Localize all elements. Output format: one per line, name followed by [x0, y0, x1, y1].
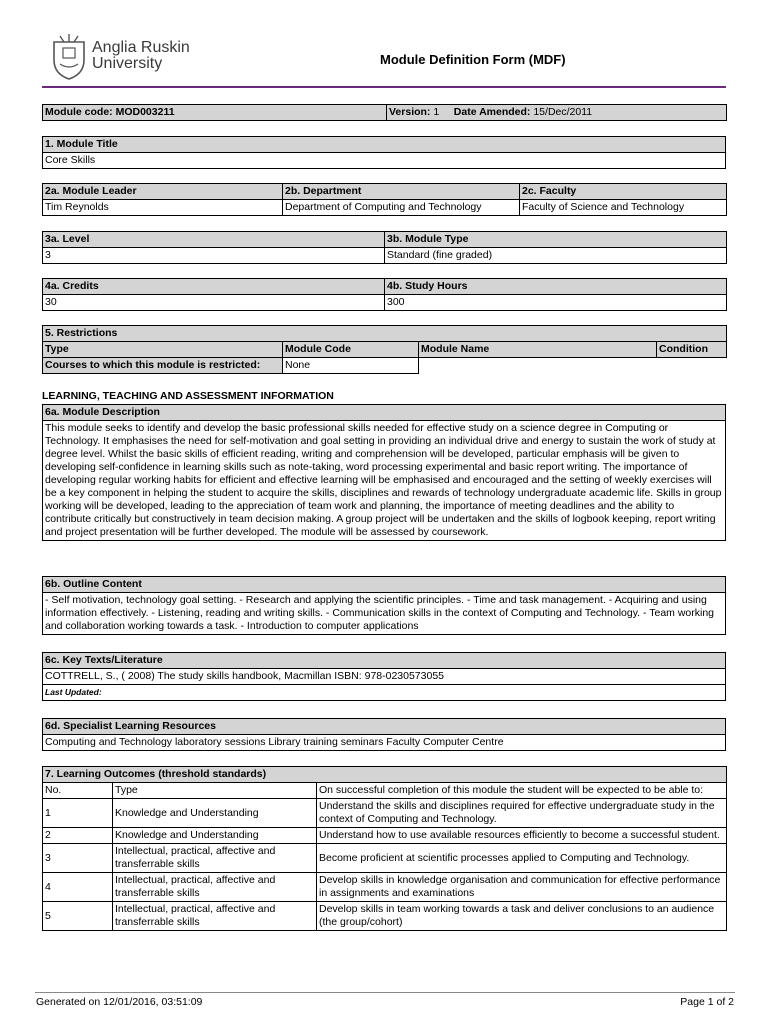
lo-type: Knowledge and Understanding	[113, 828, 317, 844]
logo-line-2: University	[92, 55, 163, 72]
module-title-table	[42, 136, 726, 169]
level-type-table	[42, 231, 727, 264]
version-value: 1	[433, 106, 440, 118]
footer-divider	[35, 992, 735, 993]
lo-desc: Develop skills in team working towards a task and deliver conclusions to an audience (the group/cohort)	[317, 902, 727, 931]
lo-desc: Develop skills in knowledge organisation and communication for effective performance in assignments and examinations	[317, 873, 727, 902]
table-row	[43, 902, 727, 931]
lta-section-label: LEARNING, TEACHING AND ASSESSMENT INFORMATION	[42, 390, 334, 402]
logo-line-1: Anglia Ruskin	[92, 39, 190, 56]
lo-desc: Understand how to use available resources efficiently to become a successful student.	[317, 828, 727, 844]
key-texts-text: COTTRELL, S., ( 2008) The study skills handbook, Macmillan ISBN: 978-0230573055	[43, 669, 726, 685]
study-hours-head: 4b. Study Hours	[385, 279, 727, 295]
specialist-resources-text: Computing and Technology laboratory sessions Library training seminars Faculty Computer Centre	[43, 735, 726, 751]
credits-hours-table	[42, 278, 727, 311]
lo-type: Intellectual, practical, affective and transferrable skills	[113, 844, 317, 873]
module-type-value: Standard (fine graded)	[385, 248, 727, 264]
outline-content-table	[42, 576, 726, 635]
crest-icon	[50, 34, 88, 80]
module-title-head: 1. Module Title	[43, 137, 726, 153]
lo-desc: Become proficient at scientific processes applied to Computing and Technology.	[317, 844, 727, 873]
lo-desc: Understand the skills and disciplines required for effective undergraduate study in the context of Computing and Technology.	[317, 799, 727, 828]
table-row	[43, 828, 727, 844]
table-row	[43, 844, 727, 873]
lo-no: 4	[43, 873, 113, 902]
module-leader-head: 2a. Module Leader	[43, 184, 283, 200]
faculty-head: 2c. Faculty	[520, 184, 727, 200]
module-title-value: Core Skills	[43, 153, 726, 169]
level-head: 3a. Level	[43, 232, 385, 248]
module-type-head: 3b. Module Type	[385, 232, 727, 248]
department-value: Department of Computing and Technology	[283, 200, 520, 216]
form-title: Module Definition Form (MDF)	[380, 52, 566, 67]
module-description-table	[42, 404, 726, 541]
restrictions-row-label: Courses to which this module is restricted:	[43, 358, 283, 374]
restrictions-col-type: Type	[43, 342, 283, 358]
page-header	[0, 0, 770, 92]
credits-head: 4a. Credits	[43, 279, 385, 295]
table-row	[43, 799, 727, 828]
restrictions-empty	[657, 358, 727, 374]
version-label: Version:	[389, 106, 431, 118]
header-divider	[42, 86, 726, 88]
generated-timestamp: Generated on 12/01/2016, 03:51:09	[36, 996, 203, 1008]
module-leader-value: Tim Reynolds	[43, 200, 283, 216]
module-description-text: This module seeks to identify and develop the basic professional skills needed for effective study on a science degree in Computing or Technology. It emphasises the need for self-motivation and goal setting in providing an individual drive and energy to sustain the work of study at degree level. Whilst the basic skills of efficient reading, writing and comprehension will be developed, particular emphasis will be given to developing self-confidence in learning skills such as note-taking, word processing experimental and basic report writing. The importance of developing regular working habits for efficient and effective learning will be emphasised and encouraged and the setting of weekly exercises will be a key component in helping the student to acquire the skills, disciplines and rewards of technology undergraduate academic life. Skills in group working will be developed, leading to the appreciation of team work and planning, the importance of meeting deadlines and the ability to contribute critically but constructively in team decision making. A group project will be undertaken and the skills of logbook keeping, report writing and project presentation will be further developed. The module will be assessed by coursework.	[43, 421, 726, 541]
module-code-table	[42, 104, 727, 121]
version-date-cell	[387, 105, 727, 121]
restrictions-empty	[419, 358, 657, 374]
page-number: Page 1 of 2	[680, 996, 734, 1008]
restrictions-head: 5. Restrictions	[43, 326, 727, 342]
level-value: 3	[43, 248, 385, 264]
restrictions-col-name: Module Name	[419, 342, 657, 358]
outline-content-head: 6b. Outline Content	[43, 577, 726, 593]
key-texts-head: 6c. Key Texts/Literature	[43, 653, 726, 669]
learning-outcomes-table	[42, 766, 727, 931]
credits-value: 30	[43, 295, 385, 311]
faculty-value: Faculty of Science and Technology	[520, 200, 727, 216]
leader-dept-faculty-table	[42, 183, 727, 216]
study-hours-value: 300	[385, 295, 727, 311]
lo-col-desc: On successful completion of this module the student will be expected to be able to:	[317, 783, 727, 799]
lo-no: 2	[43, 828, 113, 844]
lo-no: 1	[43, 799, 113, 828]
department-head: 2b. Department	[283, 184, 520, 200]
module-description-head: 6a. Module Description	[43, 405, 726, 421]
specialist-resources-table	[42, 718, 726, 751]
table-row	[43, 873, 727, 902]
lo-type: Intellectual, practical, affective and transferrable skills	[113, 873, 317, 902]
restrictions-col-code: Module Code	[283, 342, 419, 358]
outline-content-text: - Self motivation, technology goal setting. - Research and applying the scientific principles. - Time and task management. - Acquiring and using information effectively. - Listening, reading and writing skills. - Communication skills in the context of Computing and Technology. - Team working and collaboration working towards a task. - Introduction to computer applications	[43, 593, 726, 635]
university-logo	[50, 34, 210, 82]
lo-col-type: Type	[113, 783, 317, 799]
learning-outcomes-head: 7. Learning Outcomes (threshold standards)	[43, 767, 727, 783]
lo-col-no: No.	[43, 783, 113, 799]
lo-type: Knowledge and Understanding	[113, 799, 317, 828]
restrictions-col-condition: Condition	[657, 342, 727, 358]
date-amended-value: 15/Dec/2011	[533, 106, 593, 118]
lo-no: 3	[43, 844, 113, 873]
lo-type: Intellectual, practical, affective and transferrable skills	[113, 902, 317, 931]
restrictions-table	[42, 325, 727, 374]
date-amended-label: Date Amended:	[453, 106, 531, 118]
specialist-resources-head: 6d. Specialist Learning Resources	[43, 719, 726, 735]
key-texts-updated-cell	[43, 685, 726, 701]
lo-no: 5	[43, 902, 113, 931]
last-updated-label: Last Updated:	[45, 687, 102, 697]
restrictions-row-code: None	[283, 358, 419, 374]
module-code: Module code: MOD003211	[43, 105, 387, 121]
key-texts-table	[42, 652, 726, 701]
